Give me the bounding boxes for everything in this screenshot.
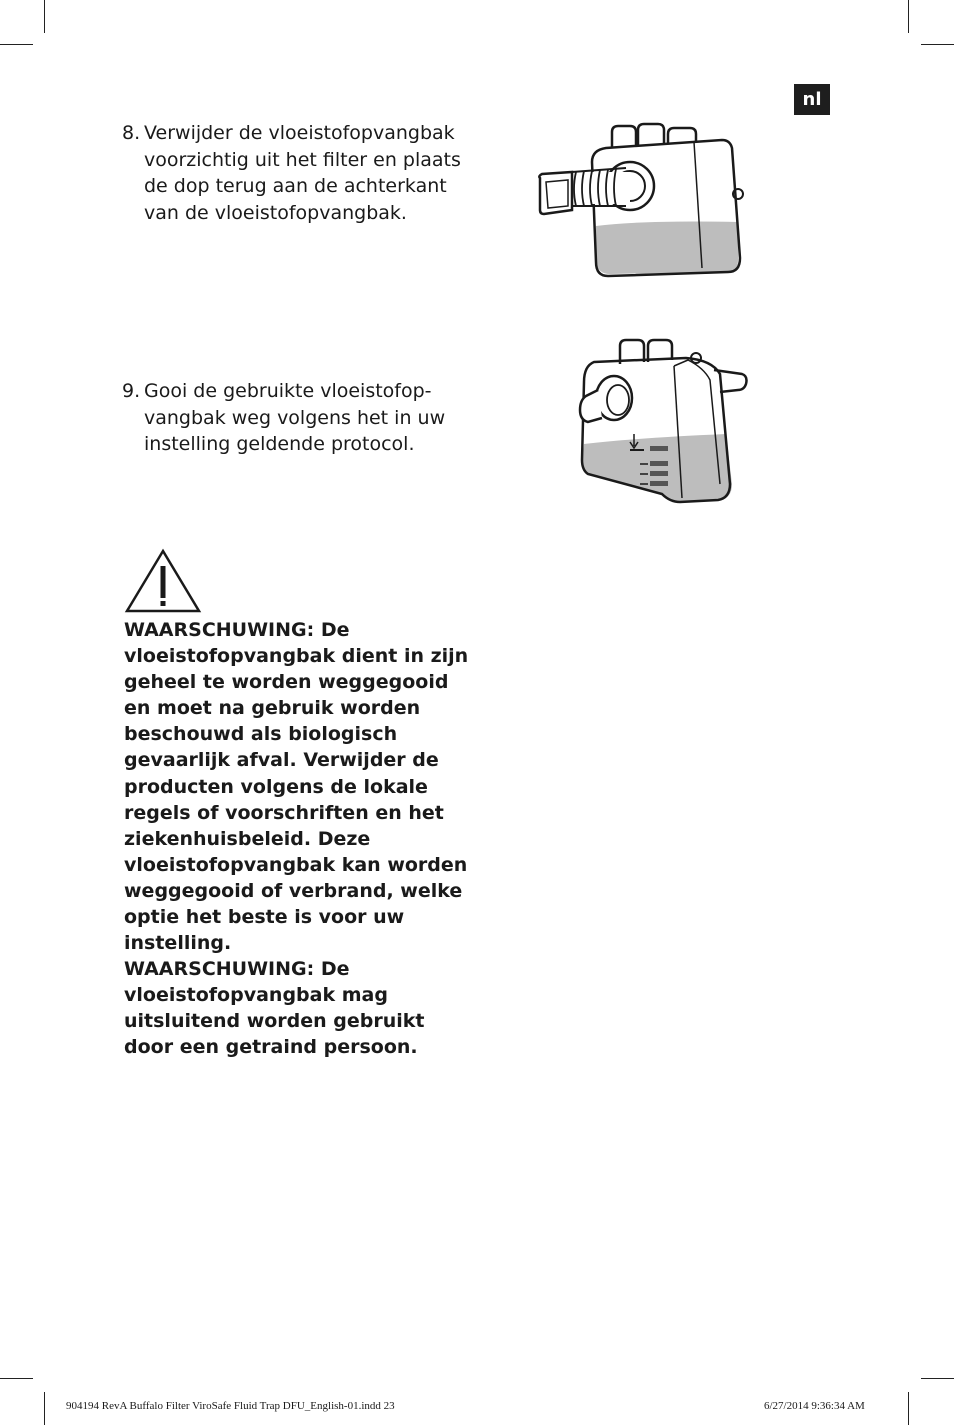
footer-timestamp: 6/27/2014 9:36:34 AM: [764, 1400, 865, 1412]
fluid-trap-with-hose-icon: [534, 122, 748, 282]
fluid-trap-with-cap-icon: [574, 334, 750, 506]
warning-triangle-icon: [124, 548, 202, 614]
step-number: 9.: [122, 380, 141, 402]
warning-disposal: WAARSCHUWING: De vloeistofopvangbak dient in zijn geheel te worden weggegooid en moet na gebruik worden beschouwd als biologisch gevaarlijk afval. Verwijder de producten volgens de lokale regels of voorschriften en het ziekenhuisbeleid. Deze vloeistofopvangbak kan worden weggegooid of verbrand, welke optie het beste is voor uw instelling.: [124, 619, 469, 955]
crop-mark: [44, 1392, 45, 1425]
crop-mark: [921, 44, 954, 45]
footer-file-name: 904194 RevA Buffalo Filter ViroSafe Fluid Trap DFU_English-01.indd 23: [66, 1400, 395, 1412]
crop-mark: [921, 1378, 954, 1379]
step-9: [122, 378, 464, 458]
step-number: 8.: [122, 122, 141, 144]
language-tab: nl: [794, 84, 830, 115]
crop-mark: [44, 0, 45, 33]
step-8: [122, 120, 464, 226]
warning-trained-person: WAARSCHUWING: De vloeistofopvangbak mag uitsluitend worden gebruikt door een getraind persoon.: [124, 958, 425, 1059]
crop-mark: [0, 44, 33, 45]
crop-mark: [0, 1378, 33, 1379]
step-text: Gooi de gebruikte vloeistofop-vangbak weg volgens het in uw instelling geldende protocol.: [144, 380, 446, 455]
crop-mark: [908, 0, 909, 33]
crop-mark: [908, 1392, 909, 1425]
step-text: Verwijder de vloeistofopvangbak voorzichtig uit het filter en plaats de dop terug aan de achterkant van de vloeistofopvangbak.: [144, 122, 461, 224]
